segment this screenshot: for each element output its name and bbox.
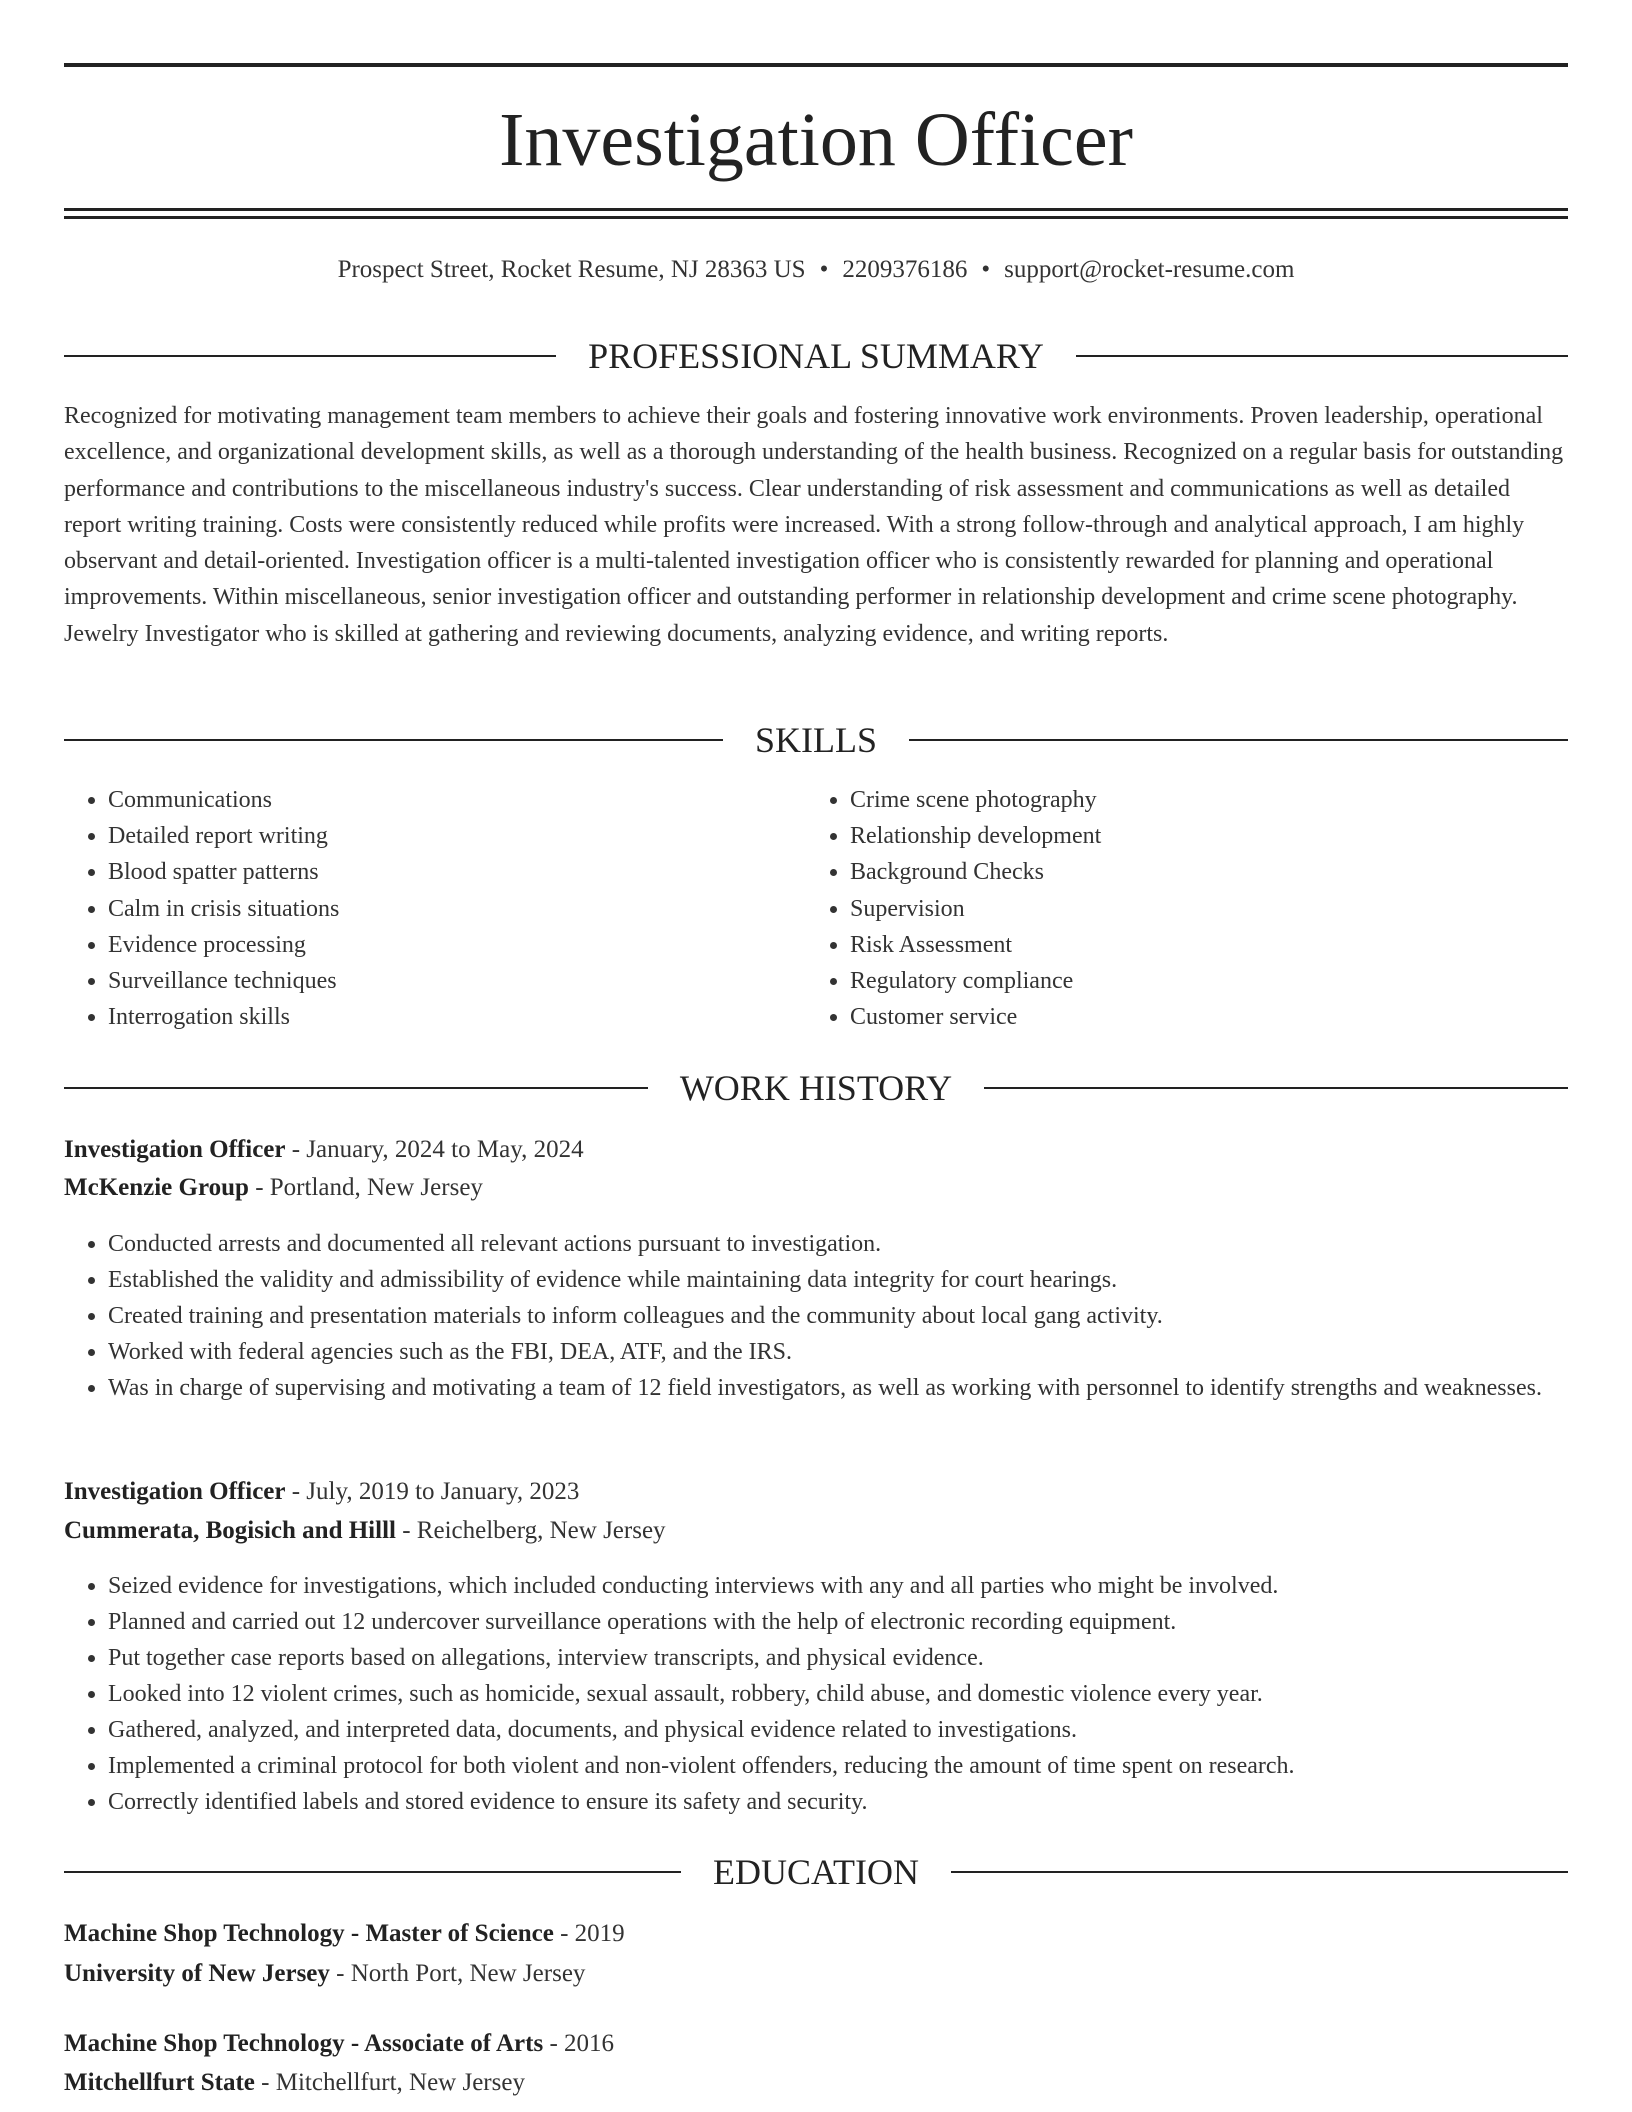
heading-rule-left bbox=[64, 739, 723, 741]
heading-rule-left bbox=[64, 1871, 681, 1873]
job-bullet: • Conducted arrests and documented all relevant actions pursuant to investigation. bbox=[108, 1226, 1612, 1262]
skill-item: • Interrogation skills bbox=[108, 999, 808, 1035]
contact-line bbox=[64, 254, 1568, 286]
degree: Machine Shop Technology - Associate of Arts bbox=[64, 2030, 544, 2057]
skill-item: • Communications bbox=[108, 782, 808, 818]
skill-item: • Evidence processing bbox=[108, 927, 808, 963]
heading-rule-right bbox=[1076, 355, 1568, 357]
header-rule-upper bbox=[64, 208, 1568, 211]
skill-item: • Blood spatter patterns bbox=[108, 854, 808, 890]
job-bullet: • Correctly identified labels and stored evidence to ensure its safety and security. bbox=[108, 1784, 1612, 1820]
heading-rule-right bbox=[909, 739, 1568, 741]
job-title-line bbox=[64, 1475, 579, 1509]
school-line bbox=[64, 2066, 525, 2100]
skill-item: • Calm in crisis situations bbox=[108, 891, 808, 927]
job-dates: - January, 2024 to May, 2024 bbox=[291, 1136, 584, 1163]
education-heading-title: EDUCATION bbox=[713, 1852, 919, 1892]
candidate-name: Investigation Officer bbox=[499, 98, 1133, 182]
work-heading bbox=[64, 1066, 1568, 1110]
job-location: - Reichelberg, New Jersey bbox=[402, 1517, 666, 1544]
skill-item: • Crime scene photography bbox=[850, 782, 1550, 818]
job-bullets bbox=[64, 1226, 1612, 1406]
skills-list-left bbox=[64, 782, 808, 1035]
school-line bbox=[64, 1957, 585, 1991]
job-bullet: • Put together case reports based on allegations, interview transcripts, and physical evidence. bbox=[108, 1640, 1612, 1676]
school: Mitchellfurt State bbox=[64, 2069, 255, 2096]
heading-rule-right bbox=[984, 1087, 1568, 1089]
school: University of New Jersey bbox=[64, 1960, 330, 1987]
contact-separator: • bbox=[981, 256, 991, 283]
skills-heading-title: SKILLS bbox=[755, 720, 878, 760]
contact-email: support@rocket-resume.com bbox=[1004, 256, 1295, 283]
degree-year: - 2019 bbox=[560, 1920, 625, 1947]
job-bullet: • Established the validity and admissibility of evidence while maintaining data integrity for court hearings. bbox=[108, 1262, 1612, 1298]
skills-list-right bbox=[806, 782, 1550, 1035]
job-bullet: • Was in charge of supervising and motivating a team of 12 field investigators, as well as working with personnel to identify strengths and weaknesses. bbox=[108, 1370, 1612, 1406]
degree-year: - 2016 bbox=[549, 2030, 615, 2057]
job-title: Investigation Officer bbox=[64, 1136, 286, 1163]
education-heading bbox=[64, 1850, 1568, 1894]
job-bullet: • Planned and carried out 12 undercover surveillance operations with the help of electronic recording equipment. bbox=[108, 1604, 1612, 1640]
school-location: - Mitchellfurt, New Jersey bbox=[261, 2069, 525, 2096]
skill-item: • Regulatory compliance bbox=[850, 963, 1550, 999]
skill-item: • Detailed report writing bbox=[108, 818, 808, 854]
skill-item: • Surveillance techniques bbox=[108, 963, 808, 999]
job-title: Investigation Officer bbox=[64, 1478, 286, 1505]
job-dates: - July, 2019 to January, 2023 bbox=[291, 1478, 580, 1505]
job-company: McKenzie Group bbox=[64, 1174, 249, 1201]
degree: Machine Shop Technology - Master of Science bbox=[64, 1920, 554, 1947]
header-top-rule bbox=[64, 63, 1568, 67]
job-company-line bbox=[64, 1514, 666, 1548]
job-bullet: • Gathered, analyzed, and interpreted data, documents, and physical evidence related to investigations. bbox=[108, 1712, 1612, 1748]
job-location: - Portland, New Jersey bbox=[255, 1174, 483, 1201]
summary-heading-title: PROFESSIONAL SUMMARY bbox=[588, 336, 1044, 376]
heading-rule-left bbox=[64, 1087, 648, 1089]
job-bullet: • Created training and presentation materials to inform colleagues and the community about local gang activity. bbox=[108, 1298, 1612, 1334]
skill-item: • Background Checks bbox=[850, 854, 1550, 890]
contact-address: Prospect Street, Rocket Resume, NJ 28363 US bbox=[337, 256, 806, 283]
heading-rule-right bbox=[951, 1871, 1568, 1873]
job-company-line bbox=[64, 1171, 483, 1205]
job-bullet: • Looked into 12 violent crimes, such as homicide, sexual assault, robbery, child abuse, and domestic violence every year. bbox=[108, 1676, 1612, 1712]
skill-item: • Risk Assessment bbox=[850, 927, 1550, 963]
work-heading-title: WORK HISTORY bbox=[679, 1068, 953, 1108]
skills-heading bbox=[64, 718, 1568, 762]
summary-text: Recognized for motivating management team members to achieve their goals and fostering innovative work environments. Proven leadership, operational excellence, and organizational development skills, as well as a thorough understanding of the health business. Recognized on a regular basis for outstanding performance and contributions to the miscellaneous industry's success. Clear understanding of risk assessment and communications as well as detailed report writing training. Costs were consistently reduced while profits were increased. With a strong follow-through and analytical approach, I am highly observant and detail-oriented. Investigation officer is a multi-talented investigation officer who is consistently rewarded for planning and operational improvements. Within miscellaneous, senior investigation officer and outstanding performer in relationship development and crime scene photography. Jewelry Investigator who is skilled at gathering and reviewing documents, analyzing evidence, and writing reports. bbox=[64, 403, 1564, 647]
skill-item: • Supervision bbox=[850, 891, 1550, 927]
skill-item: • Relationship development bbox=[850, 818, 1550, 854]
job-bullet: • Worked with federal agencies such as the FBI, DEA, ATF, and the IRS. bbox=[108, 1334, 1612, 1370]
summary-heading bbox=[64, 334, 1568, 378]
job-company: Cummerata, Bogisich and Hilll bbox=[64, 1517, 396, 1544]
job-bullets bbox=[64, 1568, 1612, 1820]
job-bullet: • Implemented a criminal protocol for both violent and non-violent offenders, reducing the amount of time spent on research. bbox=[108, 1748, 1612, 1784]
school-location: - North Port, New Jersey bbox=[336, 1960, 586, 1987]
skill-item: • Customer service bbox=[850, 999, 1550, 1035]
job-title-line bbox=[64, 1133, 584, 1167]
header-rule-lower bbox=[64, 216, 1568, 219]
contact-phone: 2209376186 bbox=[842, 256, 968, 283]
contact-separator: • bbox=[819, 256, 829, 283]
heading-rule-left bbox=[64, 355, 556, 357]
job-bullet: • Seized evidence for investigations, which included conducting interviews with any and all parties who might be involved. bbox=[108, 1568, 1612, 1604]
degree-line bbox=[64, 1917, 625, 1951]
degree-line bbox=[64, 2027, 614, 2061]
